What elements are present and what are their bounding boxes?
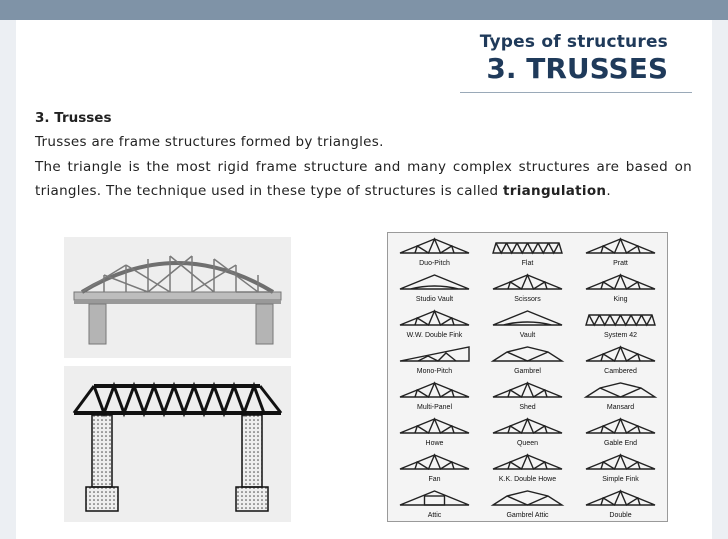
truss-label: Flat — [521, 260, 534, 267]
truss-item — [493, 491, 562, 519]
truss-item — [586, 491, 655, 519]
truss-item — [400, 347, 469, 375]
truss-label: Mono-Pitch — [416, 368, 453, 375]
truss-types-grid — [388, 233, 667, 521]
truss-item — [586, 455, 655, 483]
section-heading: 3. Trusses — [35, 110, 112, 126]
truss-types-chart — [387, 232, 668, 522]
truss-label: Cambered — [604, 368, 637, 375]
truss-label: Fan — [428, 476, 441, 483]
truss-label: Double — [609, 512, 632, 519]
slide-title: Types of structures — [479, 32, 668, 52]
truss-item — [400, 491, 469, 519]
truss-label: Shed — [519, 404, 536, 411]
slide-subtitle: 3. TRUSSES — [486, 52, 668, 85]
truss-item — [586, 239, 655, 267]
truss-label: Gable End — [603, 440, 638, 447]
header-divider — [460, 92, 692, 93]
truss-label: Duo-Pitch — [419, 260, 450, 267]
truss-label: Queen — [516, 440, 539, 447]
truss-item — [586, 383, 655, 411]
arch-bridge-image — [64, 237, 291, 358]
truss-item — [493, 419, 562, 447]
left-band — [0, 20, 16, 539]
truss-label: Studio Vault — [415, 296, 454, 303]
truss-item — [586, 419, 655, 447]
truss-item — [586, 275, 655, 303]
truss-item — [400, 419, 469, 447]
truss-item — [400, 239, 469, 267]
truss-item — [400, 275, 469, 303]
truss-label: King — [613, 296, 628, 303]
truss-label: Multi-Panel — [416, 404, 453, 411]
truss-bridge-drawing — [64, 366, 291, 522]
paragraph-1: Trusses are frame structures formed by triangles. — [35, 134, 384, 150]
truss-label: Attic — [427, 512, 442, 519]
paragraph-2-end: . — [606, 183, 611, 199]
truss-label: K.K. Double Howe — [498, 476, 557, 483]
body-text — [35, 130, 692, 204]
truss-item — [493, 383, 562, 411]
truss-item — [586, 315, 655, 339]
truss-label: Gambrel — [514, 368, 541, 375]
truss-label: Mansard — [606, 404, 635, 411]
truss-label: Simple Fink — [602, 476, 639, 483]
truss-label: W.W. Double Fink — [406, 332, 463, 339]
paragraph-2 — [35, 155, 692, 204]
right-band — [712, 20, 728, 539]
truss-label: Scissors — [514, 296, 541, 303]
truss-item — [493, 347, 562, 375]
truss-item — [493, 311, 562, 339]
truss-item — [493, 275, 562, 303]
truss-label: System 42 — [603, 332, 638, 339]
truss-bridge-image — [64, 366, 291, 522]
paragraph-2-text: The triangle is the most rigid frame structure and many complex structures are based on triangles. The technique used in these type of structures is called — [35, 158, 692, 199]
top-band — [0, 0, 728, 20]
truss-label: Vault — [519, 332, 536, 339]
arch-bridge-drawing — [64, 237, 291, 358]
truss-item — [586, 347, 655, 375]
truss-item — [400, 311, 469, 339]
truss-item — [400, 455, 469, 483]
truss-item — [493, 243, 562, 267]
truss-item — [493, 455, 562, 483]
triangulation-term: triangulation — [503, 183, 607, 199]
truss-label: Howe — [425, 440, 444, 447]
truss-label: Pratt — [613, 260, 628, 267]
truss-label: Gambrel Attic — [506, 512, 549, 519]
truss-item — [400, 383, 469, 411]
